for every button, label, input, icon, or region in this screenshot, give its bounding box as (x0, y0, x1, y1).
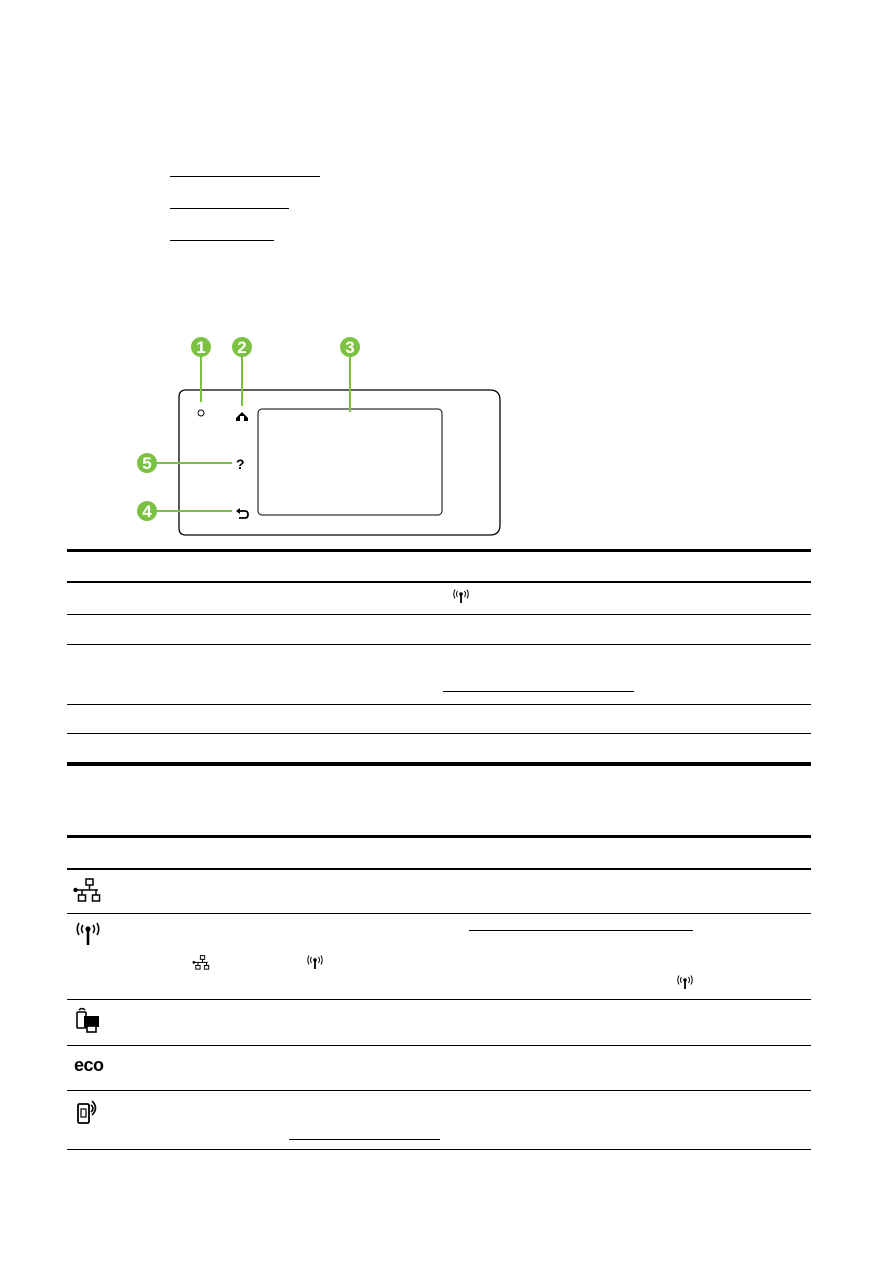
table1-row3-link[interactable] (443, 691, 634, 692)
table2-bottom-rule (67, 1149, 811, 1150)
help-icon: ? (236, 456, 245, 472)
svg-text:1: 1 (196, 338, 206, 357)
callout-5 (137, 453, 157, 473)
svg-text:4: 4 (142, 502, 152, 521)
svg-text:2: 2 (237, 338, 247, 357)
table1-header-rule (67, 581, 811, 583)
eco-icon: eco (74, 1055, 104, 1075)
table1-top-rule (67, 549, 811, 552)
wireless-icon (452, 588, 470, 606)
svg-text:5: 5 (142, 454, 152, 473)
callout-3 (340, 337, 360, 357)
table1-bottom-rule (67, 762, 811, 766)
table2-row5-link[interactable] (289, 1139, 440, 1140)
table1-row-rule-1 (67, 614, 811, 615)
ethernet-icon (192, 955, 210, 971)
svg-text:3: 3 (345, 338, 355, 357)
table2-header-rule (67, 868, 811, 870)
web-services-icon (76, 1099, 100, 1127)
power-light (198, 410, 204, 416)
table2-row2-link[interactable] (469, 930, 693, 931)
table2-row-rule-1 (67, 913, 811, 914)
callout-1 (191, 337, 211, 357)
table2-row-rule-3 (67, 1045, 811, 1046)
touchscreen (258, 409, 442, 515)
callout-2 (232, 337, 252, 357)
wireless-icon (75, 921, 101, 947)
callout-4 (137, 501, 157, 521)
table1-row-rule-2 (67, 644, 811, 645)
wifi-direct-icon (75, 1006, 101, 1034)
table2-top-rule (67, 835, 811, 838)
table2-row-rule-2 (67, 999, 811, 1000)
table2-row-rule-4 (67, 1090, 811, 1091)
table1-row-rule-4 (67, 733, 811, 734)
control-panel-diagram (0, 0, 893, 560)
wireless-icon (676, 974, 694, 992)
ethernet-icon (73, 878, 101, 904)
wireless-icon (306, 954, 324, 972)
table1-row-rule-3 (67, 704, 811, 705)
